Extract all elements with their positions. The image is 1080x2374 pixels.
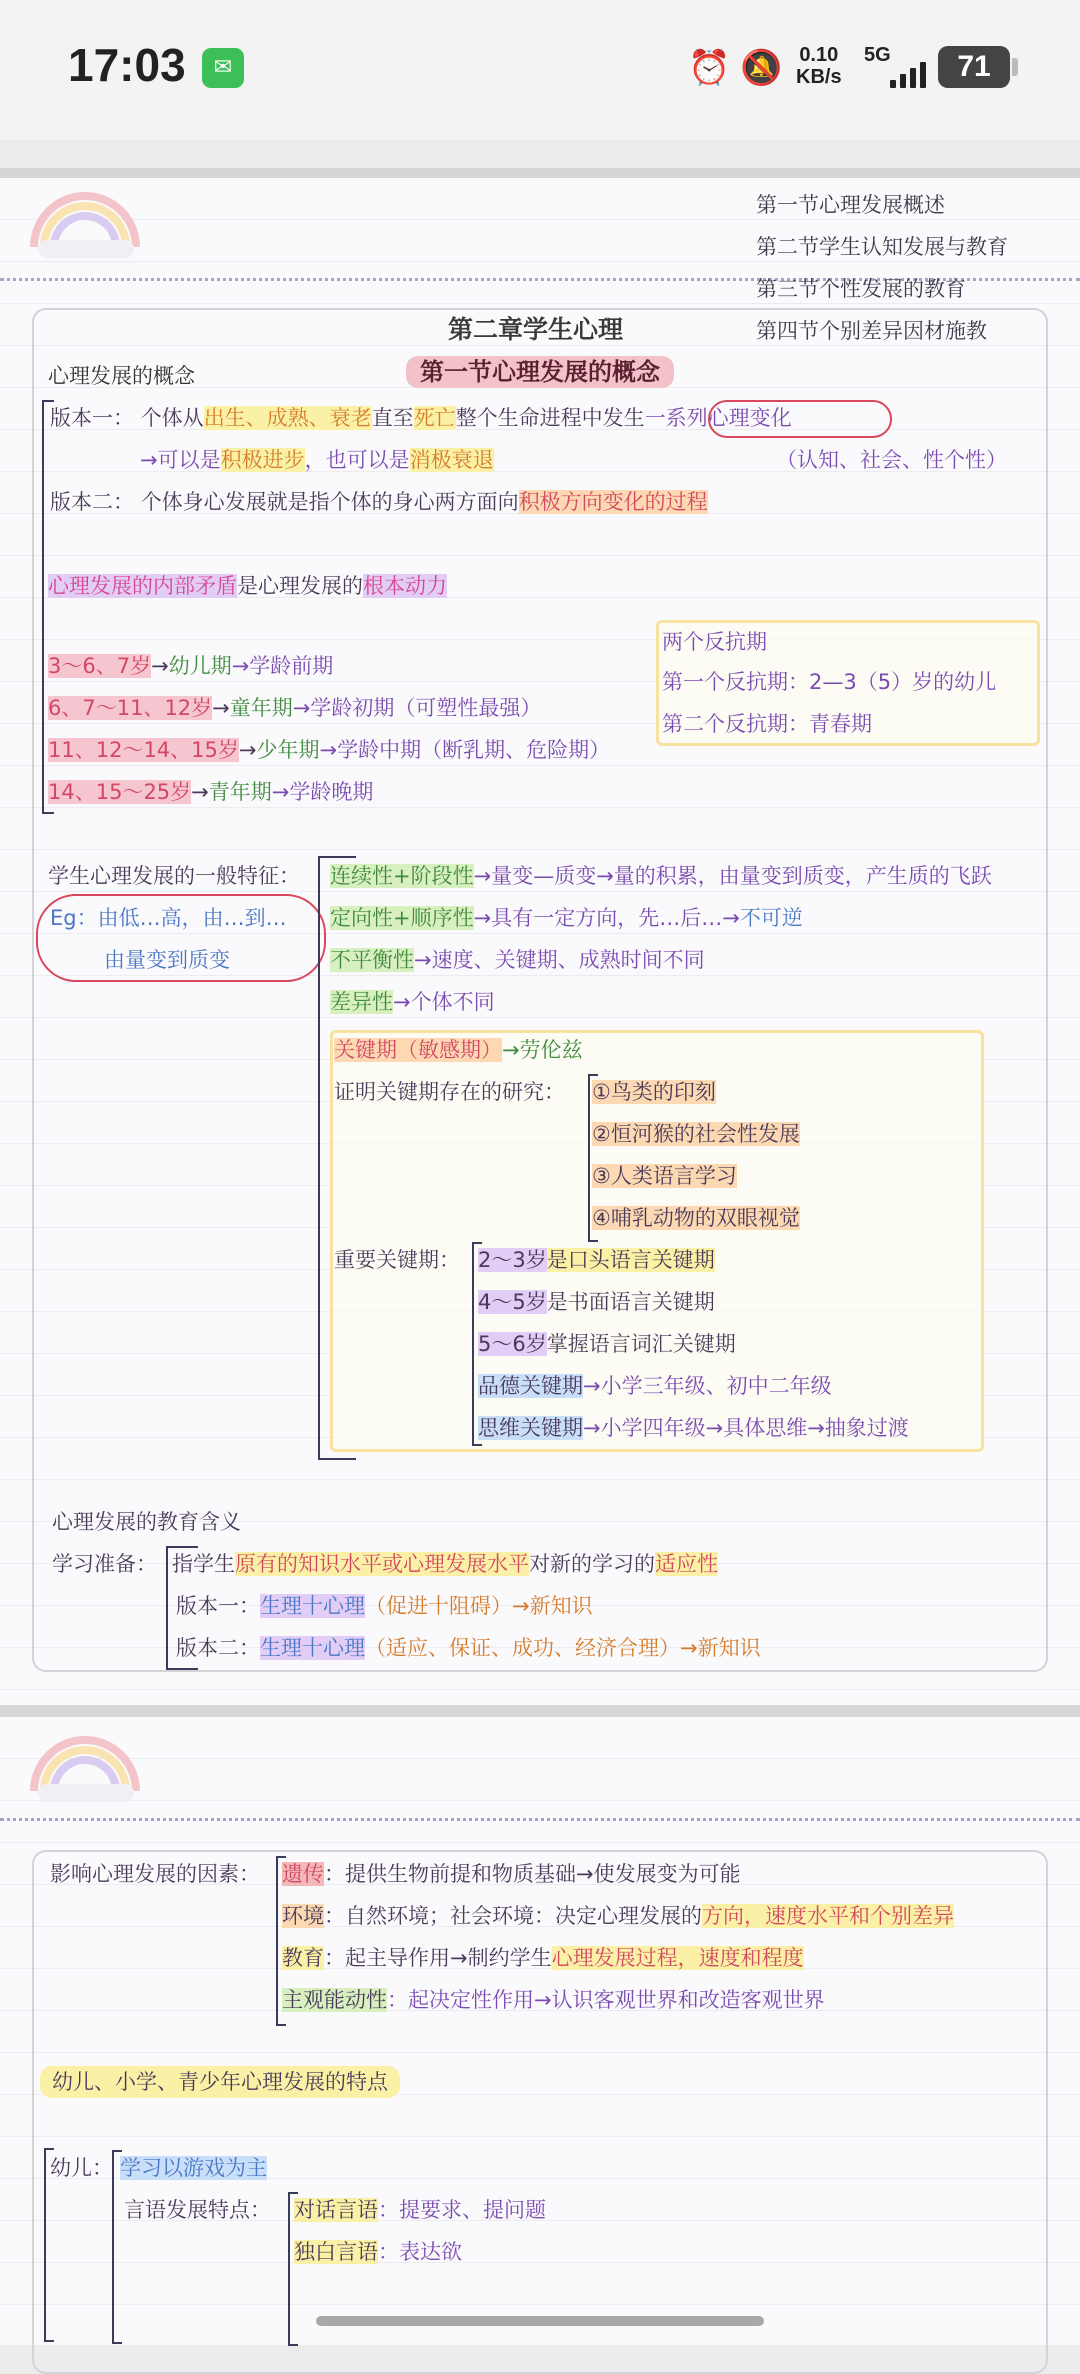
feature-row: 连续性+阶段性→量变—质变→量的积累，由量变到质变，产生质的飞跃 xyxy=(330,864,992,888)
factor-row: 教育：起主导作用→制约学生心理发展过程，速度和程度 xyxy=(282,1946,804,1970)
prep-line: 指学生原有的知识水平或心理发展水平对新的学习的适应性 xyxy=(172,1552,718,1576)
example-line-1: Eg：由低…高，由…到… xyxy=(50,906,287,930)
toc-item[interactable]: 第三节个性发展的教育 xyxy=(756,277,966,301)
education-heading: 心理发展的教育含义 xyxy=(52,1510,241,1534)
factor-row: 遗传：提供生物前提和物质基础→使发展变为可能 xyxy=(282,1862,741,1886)
factor-row: 主观能动性：起决定性作用→认识客观世界和改造客观世界 xyxy=(282,1988,825,2012)
net-speed-value: 0.10 xyxy=(799,44,839,66)
example-line-2: 由量变到质变 xyxy=(104,948,230,972)
research-label: 证明关键期存在的研究： xyxy=(334,1080,565,1104)
kid-label: 幼儿： xyxy=(50,2156,113,2180)
research-item: ②恒河猴的社会性发展 xyxy=(592,1122,800,1146)
research-item: ①鸟类的印刻 xyxy=(592,1080,716,1104)
stage-row: 14、15～25岁→青年期→学龄晚期 xyxy=(48,780,374,804)
battery-level: 71 xyxy=(938,46,1010,88)
mute-bell-icon: 🔕 xyxy=(740,48,783,88)
rebel-title: 两个反抗期 xyxy=(662,630,767,654)
network-type: 5G xyxy=(864,44,891,66)
toc-item[interactable]: 第一节心理发展概述 xyxy=(756,193,945,217)
wechat-notification-icon: ✉ xyxy=(202,48,244,88)
dotted-divider xyxy=(0,1818,1080,1821)
feature-row: 定向性+顺序性→具有一定方向，先…后…→不可逆 xyxy=(330,906,803,930)
critical-period-title: 关键期（敏感期）→劳伦兹 xyxy=(334,1038,583,1062)
version-one-line: 版本一： 个体从出生、成熟、衰老直至死亡整个生命进程中发生一系列心理变化 xyxy=(50,406,792,430)
home-indicator[interactable] xyxy=(316,2316,764,2326)
kid-language-label: 言语发展特点： xyxy=(124,2198,271,2222)
chapter-title: 第二章学生心理 xyxy=(448,315,624,344)
important-item: 5～6岁掌握语言词汇关键期 xyxy=(478,1332,736,1356)
net-speed-unit: KB/s xyxy=(796,66,842,88)
rainbow-icon xyxy=(30,192,150,262)
stage-row: 3～6、7岁→幼儿期→学龄前期 xyxy=(48,654,334,678)
prep-label: 学习准备： xyxy=(52,1552,157,1576)
factor-row: 环境：自然环境；社会环境：决定心理发展的方向，速度水平和个别差异 xyxy=(282,1904,954,1928)
general-feature-label: 学生心理发展的一般特征： xyxy=(48,864,300,888)
rainbow-icon xyxy=(30,1736,150,1806)
prep-version-one: 版本一：生理十心理（促进十阻碍）→新知识 xyxy=(176,1594,593,1618)
net-speed xyxy=(796,44,842,88)
toc-item[interactable]: 第二节学生认知发展与教育 xyxy=(756,235,1008,259)
research-item: ④哺乳动物的双眼视觉 xyxy=(592,1206,800,1230)
important-item: 2～3岁是口头语言关键期 xyxy=(478,1248,715,1272)
stage-row: 11、12～14、15岁→少年期→学龄中期（断乳期、危险期） xyxy=(48,738,611,762)
important-item: 4～5岁是书面语言关键期 xyxy=(478,1290,715,1314)
version-one-note: （认知、社会、性个性） xyxy=(776,448,1007,472)
contradiction-line: 心理发展的内部矛盾是心理发展的根本动力 xyxy=(48,574,447,598)
status-bar xyxy=(0,0,1080,140)
factors-label: 影响心理发展的因素： xyxy=(50,1862,260,1886)
kid-language-item: 对话言语：提要求、提问题 xyxy=(294,2198,546,2222)
prep-version-two: 版本二：生理十心理（适应、保证、成功、经济合理）→新知识 xyxy=(176,1636,761,1660)
signal-bars-icon xyxy=(890,58,930,88)
feature-row: 不平衡性→速度、关键期、成熟时间不同 xyxy=(330,948,705,972)
alarm-icon: ⏰ xyxy=(688,48,731,88)
stage-row: 6、7～11、12岁→童年期→学龄初期（可塑性最强） xyxy=(48,696,542,720)
version-one-line-2: →可以是积极进步，也可以是消极衰退 xyxy=(140,448,494,472)
features-section-title: 幼儿、小学、青少年心理发展的特点 xyxy=(40,2068,400,2096)
important-label: 重要关键期： xyxy=(334,1248,460,1272)
toc-item[interactable]: 第四节个别差异因材施教 xyxy=(756,319,987,343)
kid-language-item: 独白言语：表达欲 xyxy=(294,2240,462,2264)
kid-line: 学习以游戏为主 xyxy=(120,2156,267,2180)
important-item: 思维关键期→小学四年级→具体思维→抽象过渡 xyxy=(478,1416,909,1440)
version-two-line: 版本二： 个体身心发展就是指个体的身心两方面向积极方向变化的过程 xyxy=(50,490,708,514)
section-title: 第一节心理发展的概念 xyxy=(406,356,674,388)
research-item: ③人类语言学习 xyxy=(592,1164,737,1188)
concept-heading: 心理发展的概念 xyxy=(48,364,195,388)
circled-text-mark xyxy=(708,400,892,438)
clock: 17:03 xyxy=(68,39,186,91)
rebel-second: 第二个反抗期：青春期 xyxy=(662,712,872,736)
rebel-first: 第一个反抗期：2—3（5）岁的幼儿 xyxy=(662,670,997,694)
important-item: 品德关键期→小学三年级、初中二年级 xyxy=(478,1374,832,1398)
feature-row: 差异性→个体不同 xyxy=(330,990,495,1014)
